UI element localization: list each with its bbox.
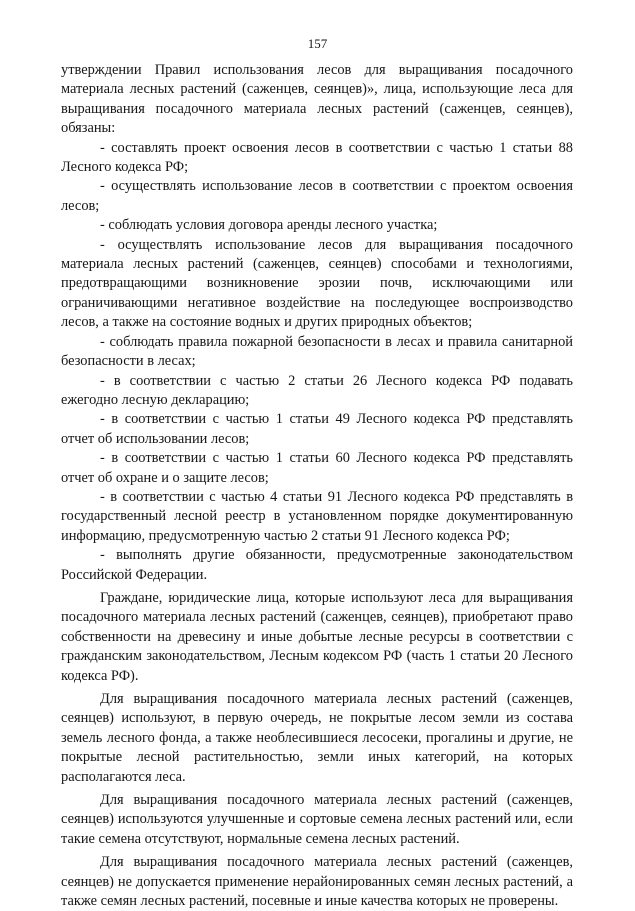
list-item: - соблюдать условия договора аренды лесного участка;	[100, 217, 438, 234]
list-item: - выполнять другие обязанности, предусмотренные законодательством Российской Федерации.	[61, 547, 573, 583]
paragraph: утверждении Правил использования лесов для выращивания посадочного материала лесных растений (саженцев, сеянцев)», лица, использующие леса для выращивания посадочного материала лесных растений (саженцев, сеянцев), обязаны:	[61, 62, 573, 137]
list-item: - в соответствии с частью 4 статьи 91 Лесного кодекса РФ представлять в государственный лесной реестр в установленном порядке документированную информацию, предусмотренную частью 2 статьи 91 Лесного кодекса РФ;	[61, 488, 573, 544]
list-item: - в соответствии с частью 1 статьи 49 Лесного кодекса РФ представлять отчет об использовании лесов;	[61, 411, 573, 447]
list-item: - осуществлять использование лесов в соответствии с проектом освоения лесов;	[61, 178, 573, 214]
paragraph: Для выращивания посадочного материала лесных растений (саженцев, сеянцев) используют, в первую очередь, не покрытые лесом земли из состава земель лесного фонда, а также необлесившиеся лесосеки, прогалины и другие, не покрытые лесной растительностью, земли иных категорий, на которых располагаются леса.	[61, 691, 573, 785]
paragraph: Для выращивания посадочного материала лесных растений (саженцев, сеянцев) не допускается применение нерайонированных семян лесных растений, а также семян лесных растений, посевные и иные качества которых не проверены.	[61, 854, 573, 910]
list-item: - в соответствии с частью 2 статьи 26 Лесного кодекса РФ подавать ежегодно лесную декларацию;	[61, 372, 573, 408]
paragraph: Для выращивания посадочного материала лесных растений (саженцев, сеянцев) используются улучшенные и сортовые семена лесных растений или, если такие семена отсутствуют, нормальные семена лесных растений.	[61, 792, 573, 847]
paragraph: Граждане, юридические лица, которые используют леса для выращивания посадочного материала лесных растений (саженцев, сеянцев), приобретают право собственности на древесину и иные добытые лесные ресурсы в соответствии с гражданским законодательством, Лесным кодексом РФ (часть 1 статьи 20 Лесного кодекса РФ).	[61, 589, 573, 684]
list-item: - составлять проект освоения лесов в соответствии с частью 1 статьи 88 Лесного кодекса РФ;	[61, 139, 573, 176]
document-body	[61, 61, 573, 911]
page-number: 157	[307, 36, 328, 51]
list-item: - осуществлять использование лесов для выращивания посадочного материала лесных растений (саженцев, сеянцев) способами и технологиями, предотвращающими возникновение эрозии почв, исключающими или ограничивающими негативное воздействие на последующее воспроизводство лесов, а также на состояние водных и других природных объектов;	[61, 236, 573, 331]
list-item: - в соответствии с частью 1 статьи 60 Лесного кодекса РФ представлять отчет об охране и о защите лесов;	[61, 450, 573, 486]
list-item: - соблюдать правила пожарной безопасности в лесах и правила санитарной безопасности в лесах;	[61, 333, 573, 370]
